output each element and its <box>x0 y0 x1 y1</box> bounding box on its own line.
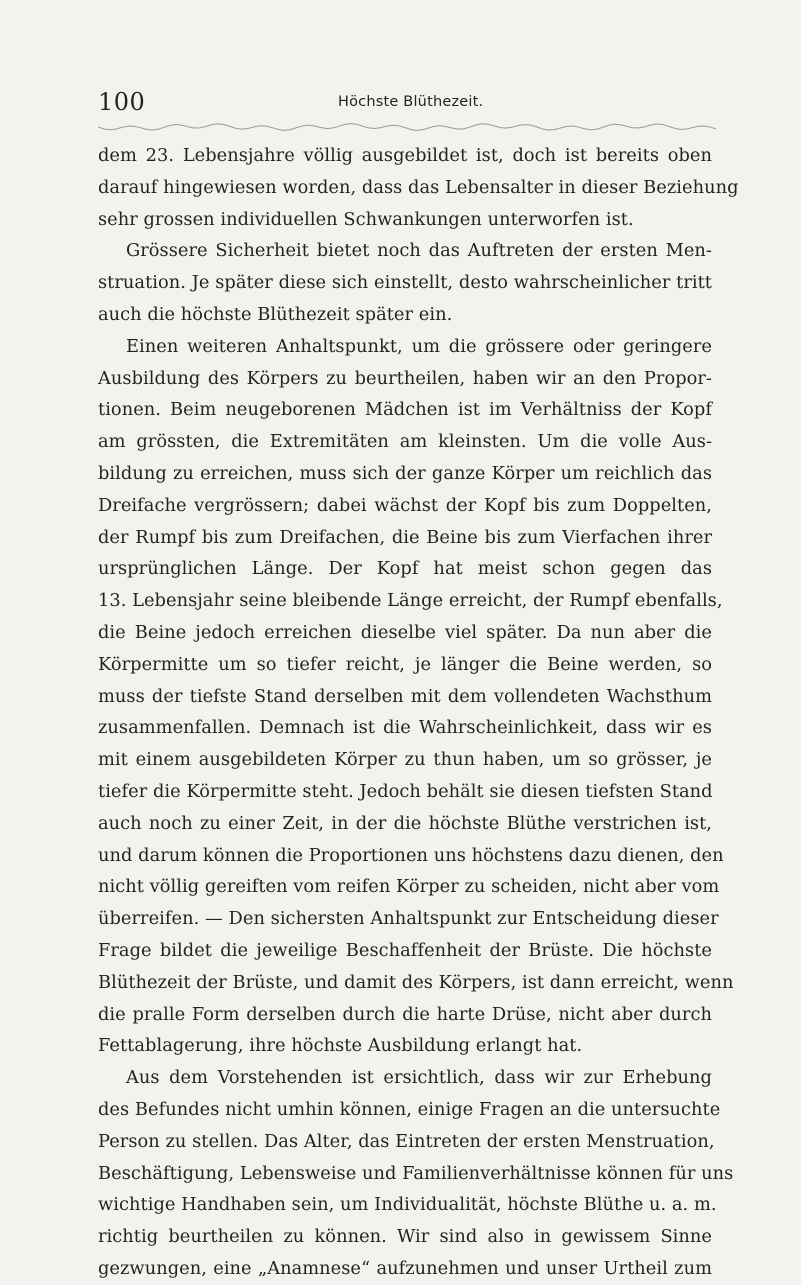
text-line: Aus dem Vorstehenden ist ersichtlich, dass wir zur Erhebung <box>126 1067 712 1089</box>
text-line: sehr grossen individuellen Schwankungen unterworfen ist. <box>98 208 634 230</box>
running-head: Höchste Blüthezeit. <box>338 94 484 110</box>
text-line: Fettablagerung, ihre höchste Ausbildung erlangt hat. <box>98 1035 583 1057</box>
text-line: darauf hingewiesen worden, dass das Lebensalter in dieser Beziehung <box>98 176 739 198</box>
text-line: tionen. Beim neugeborenen Mädchen ist im Verhältniss der Kopf <box>98 399 712 421</box>
text-line: des Befundes nicht umhin können, einige Fragen an die untersuchte <box>98 1098 721 1120</box>
text-line: wichtige Handhaben sein, um Individualität, höchste Blüthe u. a. m. <box>98 1194 717 1216</box>
text-line: mit einem ausgebildeten Körper zu thun haben, um so grösser, je <box>98 749 712 771</box>
text-line: nicht völlig gereiften vom reifen Körper zu scheiden, nicht aber vom <box>98 876 720 898</box>
text-line: auch noch zu einer Zeit, in der die höchste Blüthe verstrichen ist, <box>98 812 712 834</box>
text-line: 13. Lebensjahr seine bleibende Länge erreicht, der Rumpf ebenfalls, <box>98 590 723 612</box>
text-line: Person zu stellen. Das Alter, das Eintreten der ersten Menstruation, <box>98 1130 715 1152</box>
text-line: Ausbildung des Körpers zu beurtheilen, haben wir an den Propor- <box>98 367 712 389</box>
body-text <box>98 140 739 1285</box>
text-line: Frage bildet die jeweilige Beschaffenheit der Brüste. Die höchste <box>98 939 712 961</box>
text-line: der Rumpf bis zum Dreifachen, die Beine bis zum Vierfachen ihrer <box>98 526 712 548</box>
text-line: dem 23. Lebensjahre völlig ausgebildet ist, doch ist bereits oben <box>98 145 712 166</box>
text-line: Grössere Sicherheit bietet noch das Auftreten der ersten Men- <box>126 240 712 262</box>
page-header <box>98 88 718 118</box>
text-line: muss der tiefste Stand derselben mit dem vollendeten Wachsthum <box>98 685 712 707</box>
text-line: am grössten, die Extremitäten am kleinsten. Um die volle Aus- <box>98 431 712 453</box>
text-line: überreifen. — Den sichersten Anhaltspunkt zur Entscheidung dieser <box>98 908 719 930</box>
decorative-wavy-rule <box>98 122 718 132</box>
text-line: Dreifache vergrössern; dabei wächst der Kopf bis zum Doppelten, <box>98 494 712 516</box>
text-line: die pralle Form derselben durch die harte Drüse, nicht aber durch <box>98 1003 712 1025</box>
text-line: Körpermitte um so tiefer reicht, je länger die Beine werden, so <box>98 653 712 675</box>
text-line: gezwungen, eine „Anamnese“ aufzunehmen und unser Urtheil zum <box>98 1257 712 1279</box>
text-line: auch die höchste Blüthezeit später ein. <box>98 303 453 325</box>
text-line: und darum können die Proportionen uns höchstens dazu dienen, den <box>98 844 724 866</box>
text-line: ursprünglichen Länge. Der Kopf hat meist schon gegen das <box>98 558 712 580</box>
text-line: die Beine jedoch erreichen dieselbe viel später. Da nun aber die <box>98 621 712 643</box>
text-line: struation. Je später diese sich einstellt, desto wahrscheinlicher tritt <box>98 272 712 294</box>
text-line: bildung zu erreichen, muss sich der ganze Körper um reichlich das <box>98 462 712 484</box>
page-number: 100 <box>98 88 146 116</box>
text-line: Beschäftigung, Lebensweise und Familienverhältnisse können für uns <box>98 1162 734 1184</box>
text-line: Einen weiteren Anhaltspunkt, um die grössere oder geringere <box>126 335 712 357</box>
text-line: richtig beurtheilen zu können. Wir sind also in gewissem Sinne <box>98 1226 712 1248</box>
text-line: Blüthezeit der Brüste, und damit des Körpers, ist dann erreicht, wenn <box>98 971 734 993</box>
text-line: zusammenfallen. Demnach ist die Wahrscheinlichkeit, dass wir es <box>98 717 712 739</box>
text-line: tiefer die Körpermitte steht. Jedoch behält sie diesen tiefsten Stand <box>98 780 713 802</box>
